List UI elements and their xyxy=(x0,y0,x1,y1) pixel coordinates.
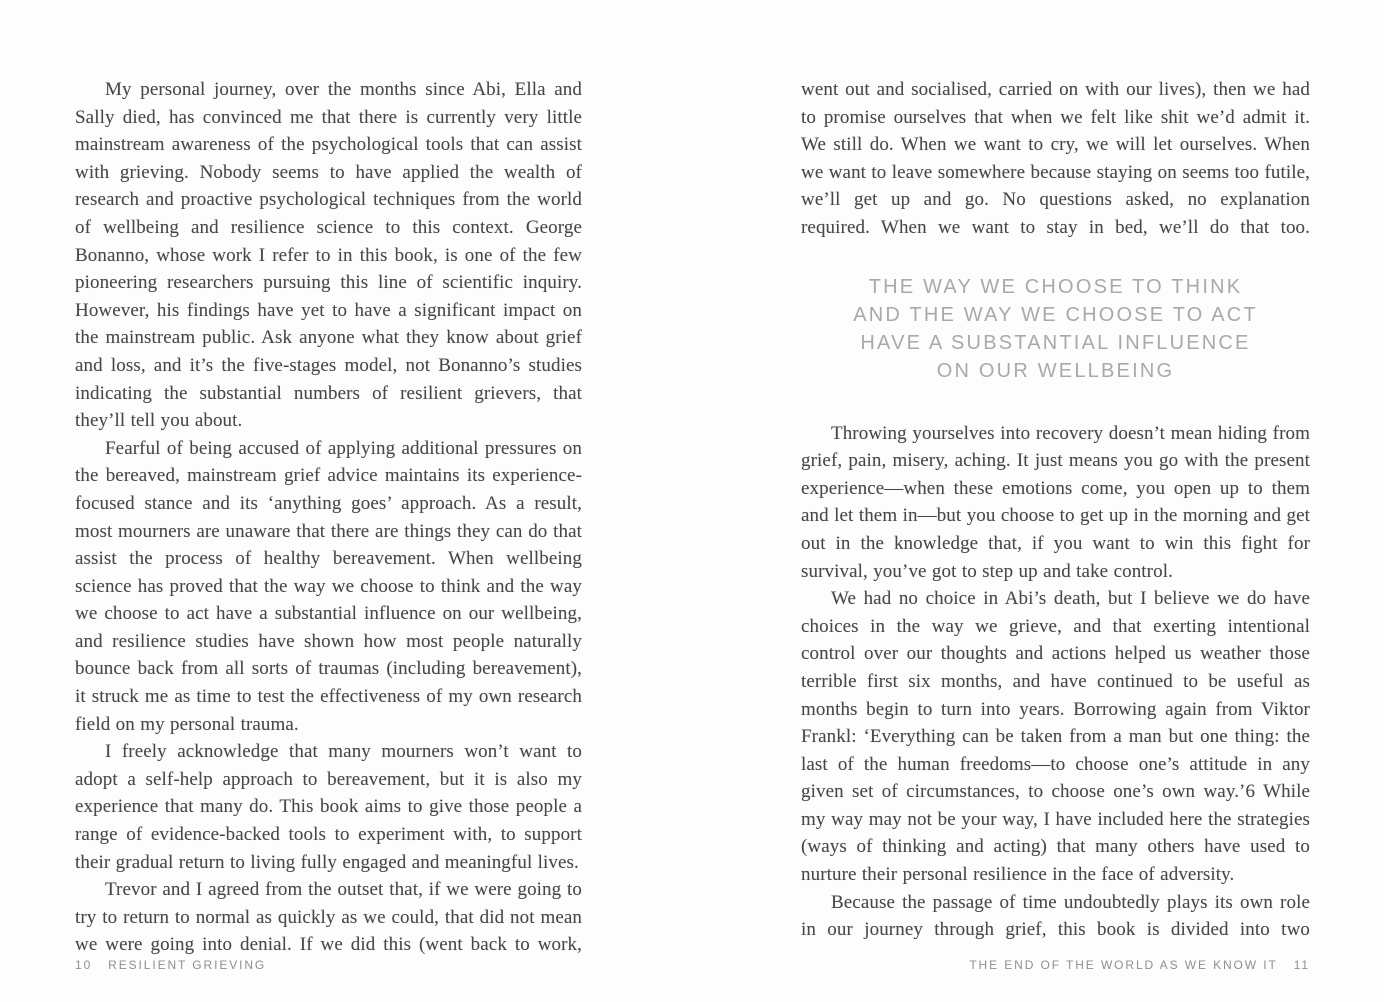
pull-quote-line-2: AND THE WAY WE CHOOSE TO ACT xyxy=(853,303,1258,326)
pull-quote-line-4: ON OUR WELLBEING xyxy=(936,359,1175,382)
right-opening-paragraph: went out and socialised, carried on with our lives), then we had to promise ourselves that when we felt like shit we’d admit it. We still do. When we want to cry, we will let ourselves. When we want to leave somewhere because staying on seems too futile, we’ll get up and go. No questions asked, no explanation required. When we want to stay in bed, we’ll do that too. xyxy=(801,79,1310,238)
left-paragraph-4: Trevor and I agreed from the outset that, if we were going to try to return to normal as quickly as we could, that did not mean we were going into denial. If we did this (went back to work, xyxy=(75,879,582,956)
left-page-number: 10 xyxy=(75,958,93,972)
right-paragraph-1: Throwing yourselves into recovery doesn’t mean hiding from grief, pain, misery, aching. It just means you go with the present experience—when these emotions come, you open up to them and let them in—but you choose to get up in the morning and get out in the knowledge that, if you want to win this fight for survival, you’ve got to step up and take control. xyxy=(801,422,1310,582)
left-paragraph-2: Fearful of being accused of applying additional pressures on the bereaved, mainstream grief advice maintains its experience-focused stance and its ‘anything goes’ approach. As a result, most mourners are unaware that there are things they can do that assist the process of healthy bereavement. When wellbeing science has proved that the way we choose to think and the way we choose to act have a substantial influence on our wellbeing, and resilience studies have shown how most people naturally bounce back from all sorts of traumas (including bereavement), it struck me as time to test the effectiveness of my own research field on my personal trauma. xyxy=(75,437,582,735)
left-page xyxy=(75,76,582,959)
pull-quote xyxy=(801,273,1310,385)
right-page-number: 11 xyxy=(1293,958,1310,972)
left-paragraph-1: My personal journey, over the months since Abi, Ella and Sally died, has convinced me that there is currently very little mainstream awareness of the psychological tools that can assist with grieving. Nobody seems to have applied the wealth of research and proactive psychological techniques from the world of wellbeing and resilience science to this context. George Bonanno, whose work I refer to in this book, is one of the few pioneering researchers pursuing this line of scientific inquiry. However, his findings have yet to have a significant impact on the mainstream public. Ask anyone what they know about grief and loss, and it’s the five-stages model, not Bonanno’s studies indicating the substantial numbers of resilient grievers, that they’ll tell you about. xyxy=(75,79,582,432)
right-paragraph-2: We had no choice in Abi’s death, but I believe we do have choices in the way we grieve, and that exerting intentional control over our thoughts and actions helped us weather those terrible first six months, and have continued to be useful as months begin to turn into years. Borrowing again from Viktor Frankl: ‘Everything can be taken from a man but one thing: the last of the human freedoms—to choose one’s attitude in any given set of circumstances, to choose one’s own way.’6 While my way may not be your way, I have included here the strategies (ways of thinking and acting) that many others have used to nurture their personal resilience in the face of adversity. xyxy=(801,588,1310,886)
pull-quote-line-1: THE WAY WE CHOOSE TO THINK xyxy=(868,275,1243,298)
right-page-footer xyxy=(969,958,1310,972)
left-running-head: RESILIENT GRIEVING xyxy=(108,958,267,972)
right-running-head: THE END OF THE WORLD AS WE KNOW IT xyxy=(969,958,1278,972)
right-page xyxy=(801,76,1310,944)
right-paragraph-3: Because the passage of time undoubtedly plays its own role in our journey through grief, this book is divided into two xyxy=(801,891,1310,941)
left-paragraph-3: I freely acknowledge that many mourners won’t want to adopt a self-help approach to bereavement, but it is also my experience that many do. This book aims to give those people a range of evidence-backed tools to experiment with, to support their gradual return to living fully engaged and meaningful lives. xyxy=(75,741,582,873)
pull-quote-line-3: HAVE A SUBSTANTIAL INFLUENCE xyxy=(860,331,1251,354)
left-page-footer xyxy=(75,958,266,972)
